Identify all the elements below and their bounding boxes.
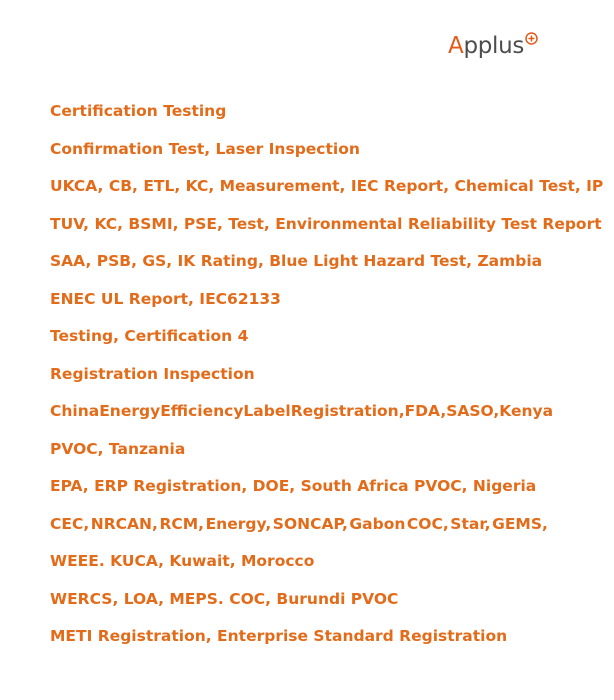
list-item: ENEC UL Report, IEC62133 — [50, 289, 281, 308]
list-item-word: Energy — [99, 402, 161, 420]
list-item-word: Efficiency — [160, 402, 244, 420]
list-item-word: FDA, — [404, 402, 447, 420]
list-item — [50, 396, 554, 434]
list-item: Confirmation Test, Laser Inspection — [50, 139, 360, 158]
list-item: METI Registration, Enterprise Standard Registration — [50, 627, 508, 645]
applus-logo — [448, 30, 538, 66]
list-item: Testing, Certification 4 — [50, 327, 249, 345]
list-item: EPA, ERP Registration, DOE, South Africa PVOC, Nigeria — [50, 477, 537, 495]
list-item-word: Label — [243, 402, 291, 420]
list-item-word: Star, — [450, 514, 491, 533]
list-item: WERCS, LOA, MEPS. COC, Burundi PVOC — [50, 589, 399, 608]
list-item: WEEE. KUCA, Kuwait, Morocco — [50, 552, 315, 570]
list-item: PVOC, Tanzania — [50, 439, 186, 458]
list-item-word: Gabon — [349, 514, 406, 533]
list-item-word: COC, — [406, 514, 449, 533]
list-item-word: Energy, — [205, 514, 272, 533]
list-item-word: CEC, — [50, 514, 90, 533]
list-item: Certification Testing — [50, 102, 227, 120]
list-item-word: GEMS, — [492, 514, 548, 533]
list-item-word: SONCAP, — [272, 514, 348, 533]
certification-list — [50, 96, 604, 659]
list-item-word: Registration, — [290, 402, 405, 420]
list-item-word: Kenya — [499, 402, 554, 420]
list-item: TUV, KC, BSMI, PSE, Test, Environmental Reliability Test Report — [50, 214, 602, 233]
plus-circle-icon — [525, 32, 538, 45]
list-item-word: SASO, — [446, 402, 500, 420]
list-item-word: RCM, — [159, 514, 205, 533]
list-item: SAA, PSB, GS, IK Rating, Blue Light Hazard Test, Zambia — [50, 252, 543, 270]
logo-wordmark — [448, 30, 524, 62]
logo-accent-letter: A — [448, 33, 464, 59]
list-item: UKCA, CB, ETL, KC, Measurement, IEC Report, Chemical Test, IP — [50, 177, 604, 195]
logo-rest-letters: pplus — [463, 33, 525, 59]
list-item-word: NRCAN, — [90, 514, 158, 533]
list-item: Registration Inspection — [50, 364, 255, 383]
list-item — [50, 509, 548, 547]
list-item-word: China — [50, 402, 100, 420]
